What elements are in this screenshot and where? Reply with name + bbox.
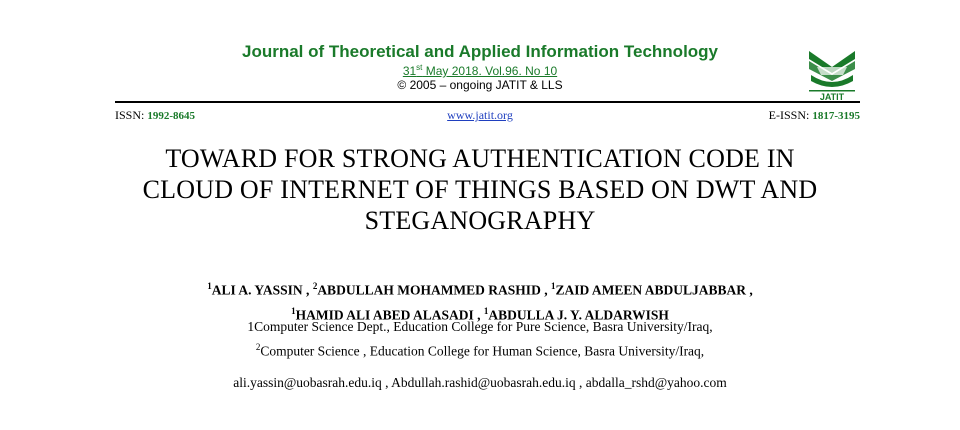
author-name: ZAID AMEEN ABDULJABBAR , (555, 282, 753, 298)
affiliation-2-sup: 2 (255, 342, 261, 352)
affiliations (0, 317, 960, 362)
author-name: ABDULLA J. Y. ALDARWISH (488, 307, 669, 322)
author-name: ALI A. YASSIN , (211, 282, 313, 298)
logo-text: JATIT (819, 92, 845, 101)
title-line: CLOUD OF INTERNET OF THINGS BASED ON DWT AND (142, 175, 818, 204)
eissn-label: E-ISSN: (768, 108, 813, 122)
affiliation-2 (0, 337, 960, 362)
eissn (769, 108, 860, 123)
jatit-logo (803, 45, 861, 101)
author-name: ABDULLAH MOHAMMED RASHID , (317, 282, 551, 298)
paper-title (0, 143, 960, 236)
affiliation-1: 1Computer Science Dept., Education College for Pure Science, Basra University/Iraq, (247, 319, 713, 334)
issue-day: 31 (402, 64, 417, 78)
journal-name: Journal of Theoretical and Applied Information Technology (241, 42, 719, 61)
author-sup: 1 (483, 305, 489, 316)
affiliation-2-text: Computer Science , Education College for Human Science, Basra University/Iraq, (260, 343, 705, 359)
title-line: STEGANOGRAPHY (364, 206, 596, 235)
issn-label: ISSN: (115, 108, 148, 122)
website-link[interactable]: www.jatit.org (447, 108, 513, 122)
copyright-notice: © 2005 – ongoing JATIT & LLS (397, 78, 563, 92)
author-sup: 1 (207, 281, 212, 291)
author-name: HAMID ALI ABED ALASADI , (295, 307, 484, 322)
header-rule (115, 101, 860, 103)
author-sup: 2 (312, 281, 318, 291)
issue-rest: May 2018. Vol.96. No 10 (422, 64, 558, 78)
author-line (0, 276, 960, 301)
title-line: TOWARD FOR STRONG AUTHENTICATION CODE IN (165, 144, 795, 173)
eissn-value: 1817-3195 (812, 110, 860, 122)
author-sup: 1 (550, 281, 556, 291)
issn-value: 1992-8645 (147, 110, 196, 122)
author-sup: 1 (291, 305, 296, 316)
author-emails: ali.yassin@uobasrah.edu.iq , Abdullah.rashid@uobasrah.edu.iq , abdalla_rshd@yahoo.com (233, 375, 727, 390)
issue-day-suffix: st (416, 63, 423, 72)
